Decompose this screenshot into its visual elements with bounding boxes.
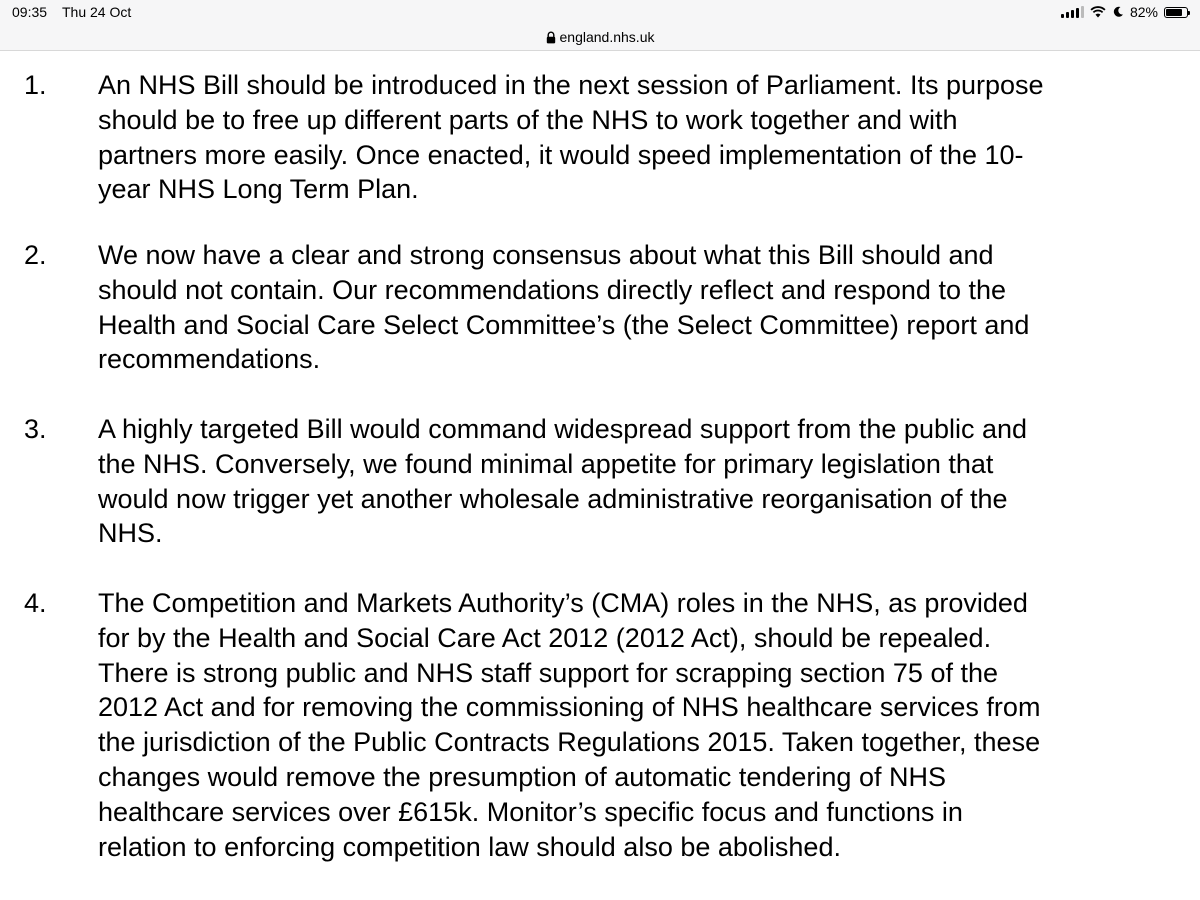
battery-icon <box>1164 7 1188 18</box>
paragraph-number: 2. <box>24 240 47 270</box>
url-domain[interactable]: england.nhs.uk <box>559 29 655 45</box>
paragraph-text: We now have a clear and strong consensus about what this Bill should and should not contain. Our recommendations directly reflect and respond to the Health and Social Care Select Committee’s (the Select Committee) report and recommendations. <box>98 240 1030 375</box>
moon-icon <box>1112 6 1124 18</box>
url-bar[interactable] <box>0 24 1200 51</box>
battery-fill <box>1166 9 1182 16</box>
status-time: 09:35 <box>12 4 48 20</box>
paragraph-number: 1. <box>24 70 47 100</box>
battery-percent: 82% <box>1129 4 1158 20</box>
paragraph-text: The Competition and Markets Authority’s (CMA) roles in the NHS, as provided for by the Health and Social Care Act 2012 (2012 Act), should be repealed. There is strong public and NHS staff support for scrapping section 75 of the 2012 Act and for removing the commissioning of NHS healthcare services from the jurisdiction of the Public Contracts Regulations 2015. Taken together, these changes would remove the presumption of automatic tendering of NHS healthcare services over £615k. Monitor’s specific focus and functions in relation to enforcing competition law should also be abolished. <box>98 588 1041 862</box>
paragraph-number: 4. <box>24 588 47 618</box>
status-indicators <box>1061 3 1188 21</box>
paragraph-text: An NHS Bill should be introduced in the next session of Parliament. Its purpose should be to free up different parts of the NHS to work together and with partners more easily. Once enacted, it would speed implementation of the 10- year NHS Long Term Plan. <box>98 70 1044 205</box>
signal-icon <box>1061 6 1084 18</box>
lock-icon <box>546 31 556 44</box>
wifi-icon <box>1090 6 1106 18</box>
paragraph-number: 3. <box>24 414 47 444</box>
status-date: Thu 24 Oct <box>62 4 132 20</box>
status-bar <box>0 0 1200 24</box>
paragraph-text: A highly targeted Bill would command widespread support from the public and the NHS. Conversely, we found minimal appetite for primary legislation that would now trigger yet another wholesale administrative reorganisation of the NHS. <box>98 414 1028 549</box>
